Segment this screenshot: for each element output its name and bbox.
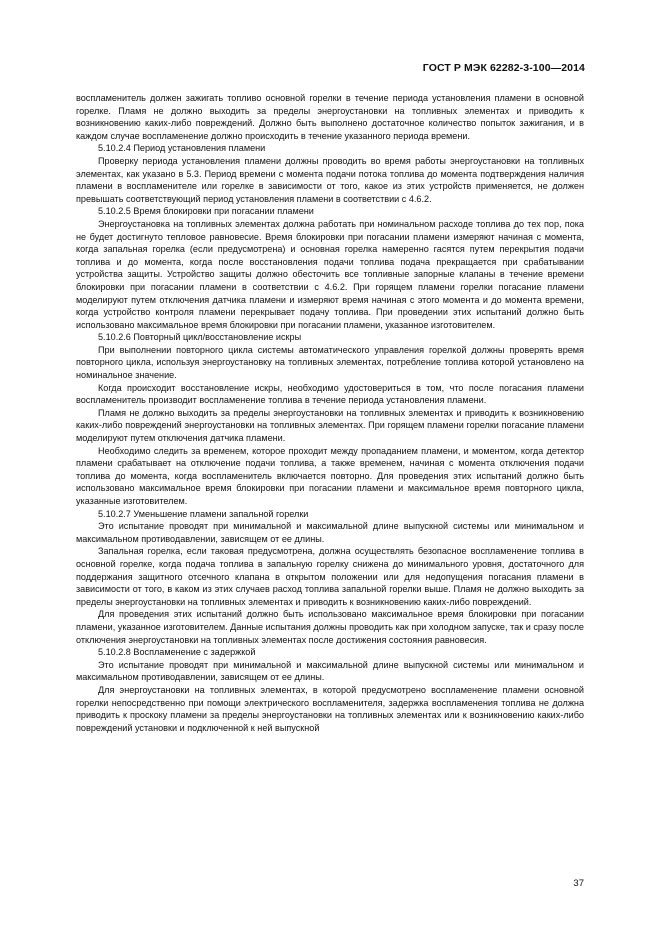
- paragraph: Для проведения этих испытаний должно быть использовано максимальное время блокировки при погасании пламени, указанное изготовителем. Данные испытания должны проводить как при холодном запуске, так и сразу после отключения энергоустановки на топливных элементах после достижения состояния равновесия.: [76, 609, 584, 645]
- paragraph: Это испытание проводят при минимальной и максимальной длине выпускной системы или минимальном и максимальном противодавлении, зависящем от ее длины.: [76, 521, 584, 544]
- section-heading-5-10-2-5: 5.10.2.5 Время блокировки при погасании пламени: [98, 206, 314, 217]
- document-body: [76, 92, 584, 734]
- section-heading-5-10-2-4: 5.10.2.4 Период установления пламени: [98, 143, 266, 154]
- section-heading-5-10-2-7: 5.10.2.7 Уменьшение пламени запальной горелки: [98, 508, 309, 519]
- paragraph: Запальная горелка, если таковая предусмотрена, должна осуществлять безопасное воспламенение топлива в основной горелке, когда подача топлива в запальную горелку снижена до минимального уровня, достаточного для поддержания защитного отсечного клапана в открытом положении или для недопущения погасания пламени в зависимости от того, в каком из этих случаев расход топлива запальной горелки выше. Пламя не должно выходить за пределы энергоустановки на топливных элементах и приводить к возникновению каких-либо повреждений.: [76, 546, 584, 607]
- paragraph: Необходимо следить за временем, которое проходит между пропаданием пламени, и моментом, когда детектор пламени срабатывает на отключение подачи топлива, а также временем, начиная с момента отключения подачи топлива до момента, когда воспламенитель включается повторно. Для проведения этих испытаний должно быть использовано максимальное время блокировки при погасании пламени и максимальное время повторного цикла, указанные изготовителем.: [76, 445, 584, 506]
- paragraph: Проверку периода установления пламени должны проводить во время работы энергоустановки на топливных элементах, как указано в 5.3. Период времени с момента подачи потока топлива до момента подтверждения наличия пламени в воспламенителе или горелке в зависимости от того, какое из этих устройств применяется, не должен превышать соответствующий период установления пламени в соответствии с 4.6.2.: [76, 155, 584, 204]
- paragraph: Пламя не должно выходить за пределы энергоустановки на топливных элементах и приводить к возникновению каких-либо повреждений энергоустановки на топливных элементах. При горящем пламени горелки погасание пламени моделируют путем отключения датчика пламени.: [76, 407, 584, 444]
- paragraph-continuation: воспламенитель должен зажигать топливо основной горелки в течение периода установления пламени в основной горелке. Пламя не должно выходить за пределы энергоустановки на топливных элементах и приводить к возникновению каких-либо повреждений. Должно быть выполнено достаточное количество попыток зажигания, и в каждом случае воспламенение должно происходить в течение указанного периода времени.: [76, 93, 584, 141]
- document-header: ГОСТ Р МЭК 62282-3-100—2014: [422, 62, 585, 74]
- paragraph: Для энергоустановки на топливных элементах, в которой предусмотрено воспламенение пламени основной горелки непосредственно при помощи электрического воспламенителя, задержка воспламенения топлива не должна приводить к проскоку пламени за пределы энергоустановки на топливных элементах или к возникновению каких-либо повреждений установки и подключенной к ней выпускной: [76, 684, 584, 733]
- section-heading-5-10-2-6: 5.10.2.6 Повторный цикл/восстановление искры: [98, 332, 302, 343]
- paragraph: Когда происходит восстановление искры, необходимо удостовериться в том, что после погасания пламени воспламенитель производит воспламенение топлива в течение периода установления пламени.: [76, 382, 584, 406]
- paragraph: При выполнении повторного цикла системы автоматического управления горелкой должны проверять время повторного цикла, используя энергоустановку на топливных элементах, потребление топлива которой установлено на номинальное значение.: [76, 344, 584, 381]
- paragraph: Энергоустановка на топливных элементах должна работать при номинальном расходе топлива до тех пор, пока не будет достигнуто тепловое равновесие. Время блокировки при погасании пламени измеряют начиная с момента, когда запальная горелка (если предусмотрена) и основная горелка намеренно гасятся путем перекрытия подачи топлива и до момента, когда после восстановления подачи топлива подача прекращается при срабатывании устройства защиты. Устройство защиты должно обесточить все топливные запорные клапаны в течение времени блокировки при погасании пламени в соответствии с 4.6.2. При горящем пламени горелки погасание пламени моделируют путем отключения датчика пламени и измеряют время начиная с этого момента и до момента времени, когда устройство контроля пламени перекрывает подачу топлива. При проведении этих испытаний должно быть использовано максимальное время блокировки при погасании пламени, указанное изготовителем.: [76, 218, 584, 330]
- section-heading-5-10-2-8: 5.10.2.8 Воспламенение с задержкой: [98, 647, 256, 658]
- paragraph: Это испытание проводят при минимальной и максимальной длине выпускной системы или минимальном и максимальном противодавлении, зависящем от ее длины.: [76, 659, 584, 683]
- page-number: 37: [573, 878, 584, 889]
